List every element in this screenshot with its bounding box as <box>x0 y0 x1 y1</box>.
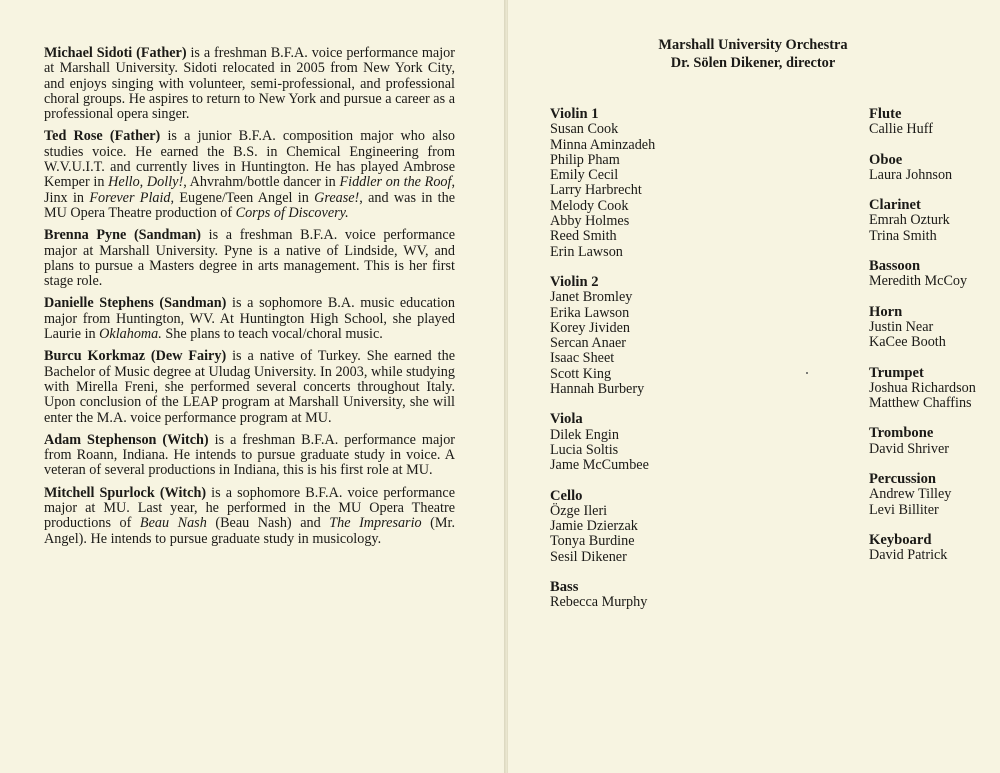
section-title: Keyboard <box>869 531 932 548</box>
member-name: Sercan Anaer <box>550 335 627 352</box>
cast-name-role: Danielle Stephens (Sandman) <box>44 295 227 312</box>
member-name: Justin Near <box>869 318 934 335</box>
section-bassoon <box>869 259 976 290</box>
member-name: Jamie Dzierzak <box>550 518 638 535</box>
member-name: Matthew Chaffins <box>869 395 972 412</box>
bio-text: , Ahvrahm/bottle dancer in <box>183 174 340 191</box>
bio-text: (Beau Nash) and <box>206 515 330 532</box>
cast-bio <box>44 433 455 479</box>
orchestra-director: Dr. Sölen Dikener, director <box>670 54 836 71</box>
member-name: Meredith McCoy <box>869 273 968 290</box>
bio-text: , Jinx in <box>44 174 456 206</box>
member-name: David Patrick <box>869 547 948 564</box>
member-name: Tonya Burdine <box>550 533 635 550</box>
member-name: Özge Ileri <box>550 502 608 519</box>
cast-bio <box>44 228 455 289</box>
member-name: Isaac Sheet <box>550 350 615 367</box>
section-title: Cello <box>550 487 583 504</box>
section-viola <box>550 412 655 473</box>
section-horn <box>869 305 976 351</box>
member-name: Sesil Dikener <box>550 548 627 565</box>
cast-bio <box>44 129 455 221</box>
section-title: Percussion <box>869 471 937 488</box>
bio-text: is a freshman B.F.A. performance major from Roann, Indiana. He intends to pursue graduate study in voice. A veteran of several productions in Indiana, this is his first role at MU. <box>44 431 456 479</box>
member-name: Emily Cecil <box>550 167 619 184</box>
production-title: Beau Nash <box>139 515 207 532</box>
section-percussion <box>869 472 976 518</box>
section-violin-1 <box>550 107 655 260</box>
strings-column <box>550 107 655 626</box>
production-title: Fiddler on the Roof <box>339 174 452 191</box>
member-name: Jame McCumbee <box>550 457 649 474</box>
section-cello <box>550 489 655 565</box>
orchestra-header <box>608 37 898 72</box>
section-title: Horn <box>869 303 903 320</box>
member-name: Janet Bromley <box>550 289 633 306</box>
section-title: Flute <box>869 106 902 122</box>
section-title: Trumpet <box>869 364 924 381</box>
cast-bio <box>44 349 455 425</box>
bio-text: (Mr. Angel). He intends to pursue graduate study in musicology. <box>44 515 456 547</box>
section-title: Bassoon <box>869 258 921 275</box>
cast-name-role: Michael Sidoti (Father) <box>44 45 187 61</box>
section-title: Viola <box>550 411 583 428</box>
bio-text: is a junior B.F.A. composition major who also studies voice. He earned the B.S. in Chemical Engineering from W.V.U.I.T. and currently lives in Huntington. He has played Ambrose Kemper in <box>44 128 455 191</box>
cast-name-role: Adam Stephenson (Witch) <box>44 431 209 448</box>
production-title: Forever Plaid <box>89 189 171 206</box>
bio-text: is a freshman B.F.A. voice performance major at Marshall University. Pyne is a native of Lindside, WV, and plans to pursue a Masters degree in arts management. This is her first stage role. <box>44 227 455 290</box>
member-name: Melody Cook <box>550 197 629 214</box>
member-name: Lucia Soltis <box>550 441 619 458</box>
member-name: Erika Lawson <box>550 304 630 321</box>
cast-bio <box>44 46 455 122</box>
member-name: Larry Harbrecht <box>550 182 642 199</box>
member-name: Dilek Engin <box>550 426 619 443</box>
section-title: Bass <box>550 579 579 596</box>
section-title: Oboe <box>869 151 903 168</box>
winds-column <box>869 107 976 579</box>
member-name: Levi Billiter <box>869 501 939 518</box>
section-title: Violin 1 <box>550 106 599 122</box>
bio-text: She plans to teach vocal/choral music. <box>161 326 383 343</box>
member-name: Erin Lawson <box>550 243 623 260</box>
production-title: Oklahoma. <box>99 326 162 343</box>
bio-text: is a sophomore B.F.A. voice performance major at MU. Last year, he performed in the MU Opera Theatre productions of <box>44 484 455 532</box>
production-title: Corps of Discovery. <box>235 204 349 221</box>
section-violin-2 <box>550 275 655 397</box>
section-title: Clarinet <box>869 197 921 214</box>
bio-text: , Eugene/Teen Angel in <box>170 189 315 206</box>
section-oboe <box>869 153 976 184</box>
section-flute <box>869 107 976 138</box>
bio-text: , and was in the MU Opera Theatre production of <box>44 189 455 221</box>
member-name: Reed Smith <box>550 228 617 245</box>
production-title: Hello, Dolly! <box>108 174 184 191</box>
member-name: Hannah Burbery <box>550 381 645 398</box>
cast-name-role: Brenna Pyne (Sandman) <box>44 227 201 244</box>
member-name: Joshua Richardson <box>869 379 976 396</box>
member-name: Callie Huff <box>869 121 933 138</box>
member-name: KaCee Booth <box>869 334 946 351</box>
member-name: Abby Holmes <box>550 213 630 230</box>
paper-speck <box>806 372 808 374</box>
cast-name-role: Ted Rose (Father) <box>44 128 161 145</box>
bio-text: is a native of Turkey. She earned the Bachelor of Music degree at Uludag University. In 2003, while studying with Mirella Freni, she performed several concerts throughout Italy. Upon conclusion of the LEAP program at Marshall University, she will enter the M.A. voice performance program at MU. <box>44 348 455 426</box>
member-name: David Shriver <box>869 440 949 457</box>
cast-bio <box>44 486 455 547</box>
bio-text: is a sophomore B.A. music education major from Huntington, WV. At Huntington High School, she played Laurie in <box>44 295 455 343</box>
orchestra-title: Marshall University Orchestra <box>658 37 848 53</box>
section-keyboard <box>869 533 976 564</box>
section-title: Violin 2 <box>550 273 599 290</box>
member-name: Susan Cook <box>550 121 619 138</box>
section-trombone <box>869 426 976 457</box>
member-name: Laura Johnson <box>869 166 953 183</box>
cast-name-role: Burcu Korkmaz (Dew Fairy) <box>44 348 227 365</box>
section-trumpet <box>869 366 976 412</box>
member-name: Andrew Tilley <box>869 486 952 503</box>
member-name: Korey Jividen <box>550 319 630 336</box>
section-title: Trombone <box>869 425 934 442</box>
member-name: Trina Smith <box>869 227 937 244</box>
bio-text: is a freshman B.F.A. voice performance major at Marshall University. Sidoti relocated in 2005 from New York City, and enjoys singing with volunteer, semi-professional, and professional choral groups. He aspires to return to New York and pursue a career as a professional opera singer. <box>44 45 455 123</box>
section-bass <box>550 580 655 611</box>
cast-name-role: Mitchell Spurlock (Witch) <box>44 484 207 501</box>
cast-bio <box>44 296 455 342</box>
program-page-right <box>508 0 1000 773</box>
member-name: Scott King <box>550 365 612 382</box>
member-name: Emrah Ozturk <box>869 212 950 229</box>
member-name: Minna Aminzadeh <box>550 136 656 153</box>
cast-bios <box>44 46 455 554</box>
production-title: The Impresario <box>329 515 422 532</box>
production-title: Grease! <box>314 189 360 206</box>
member-name: Philip Pham <box>550 151 620 168</box>
section-clarinet <box>869 198 976 244</box>
member-name: Rebecca Murphy <box>550 594 648 611</box>
